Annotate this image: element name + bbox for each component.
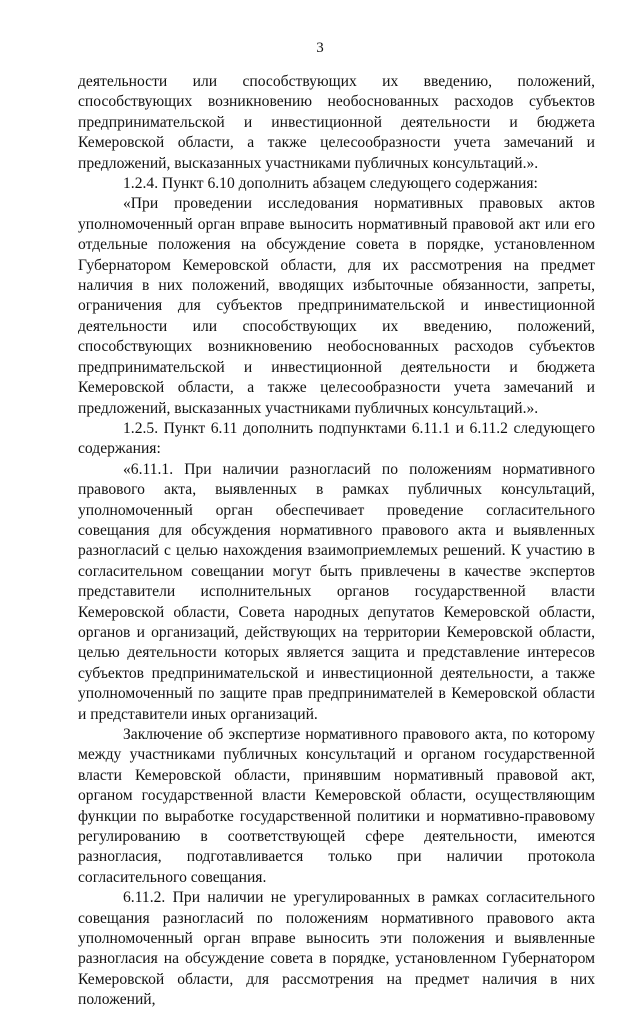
paragraph-continuation: деятельности или способствующих их введению, положений, способствующих возникновению необоснованных расходов субъектов предпринимательской и инвестиционной деятельности и бюджета Кемеровской области, а также целесообразности учета замечаний и предложений, высказанных участниками публичных консультаций.». xyxy=(78,73,595,172)
page-number: 3 xyxy=(316,40,324,56)
paragraph-quote-6-10: «При проведении исследования нормативных правовых актов уполномоченный орган вправе выносить нормативный правовой акт или его отдельные положения на обсуждение совета в порядке, установленном Губернатором Кемеровской области, для их рассмотрения на предмет наличия в них положений, вводящих избыточные обязанности, запреты, ограничения для субъектов предпринимательской и инвестиционной деятельности или способствующих их введению, положений, способствующих возникновению необоснованных расходов субъектов предпринимательской и инвестиционной деятельности и бюджета Кемеровской области, а также целесообразности учета замечаний и предложений, высказанных участниками публичных консультаций.». xyxy=(78,195,595,417)
paragraph-subitem-6-11-1: «6.11.1. При наличии разногласий по положениям нормативного правового акта, выявленных в рамках публичных консультаций, уполномоченный орган обеспечивает проведение согласительного совещания для обсуждения нормативного правового акта и выявленных разногласий с целью нахождения взаимоприемлемых решений. К участию в согласительном совещании могут быть привлечены в качестве экспертов представители исполнительных органов государственной власти Кемеровской области, Совета народных депутатов Кемеровской области, органов и организаций, действующих на территории Кемеровской области, целью деятельности которых является защита и представление интересов субъектов предпринимательской и инвестиционной деятельности, а также уполномоченный по защите прав предпринимателей в Кемеровской области и представители иных организаций. xyxy=(78,460,595,723)
document-body xyxy=(78,72,595,1011)
paragraph-expertise-conclusion: Заключение об экспертизе нормативного правового акта, по которому между участниками публичных консультаций и органом государственной власти Кемеровской области, принявшим нормативный правовой акт, органом государственной власти Кемеровской области, осуществляющим функции по выработке государственной политики и нормативно-правовому регулированию в соответствующей сфере деятельности, имеются разногласия, подготавливается только при наличии протокола согласительного совещания. xyxy=(78,726,595,886)
paragraph-item-1-2-4: 1.2.4. Пункт 6.10 дополнить абзацем следующего содержания: xyxy=(123,175,538,193)
paragraph-item-1-2-5: 1.2.5. Пункт 6.11 дополнить подпунктами 6.11.1 и 6.11.2 следующего содержания: xyxy=(78,419,595,458)
paragraph-subitem-6-11-2: 6.11.2. При наличии не урегулированных в рамках согласительного совещания разногласий по положениям нормативного правового акта уполномоченный орган вправе выносить эти положения и выявленные разногласия на обсуждение совета в порядке, установленном Губернатором Кемеровской области, для рассмотрения на предмет наличия в них положений, xyxy=(78,889,595,1009)
